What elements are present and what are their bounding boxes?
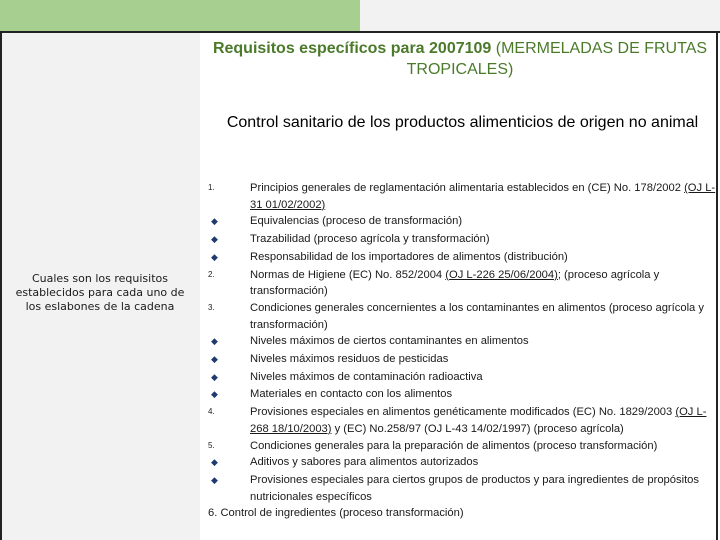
bullet-diamond-icon — [205, 454, 250, 472]
bullet-diamond-icon — [205, 231, 250, 249]
list-item — [205, 438, 717, 455]
list-item-text — [250, 386, 717, 404]
item-text-continued: y (EC) No.258/97 (OJ L-43 14/02/1997) (proceso agrícola) — [331, 422, 624, 435]
item-text: Equivalencias (proceso de transformación) — [250, 215, 463, 228]
list-item — [205, 267, 717, 300]
list-item-text — [250, 300, 717, 333]
item-text: Niveles máximos residuos de pesticidas — [250, 353, 449, 366]
list-number: 2. — [208, 269, 215, 279]
item-text: Principios generales de reglamentación alimentaria establecidos en (CE) No. 178/2002 — [250, 182, 685, 194]
journal-reference-link[interactable]: (OJ L-268 18/10/2003) — [250, 406, 707, 435]
sidebar-caption: Cuales son los requisitos establecidos para cada uno de los eslabones de la cadena — [15, 272, 185, 313]
slide-title — [205, 38, 715, 80]
list-item-text — [250, 267, 717, 300]
item-text: Trazabilidad (proceso agrícola y transformación) — [250, 233, 490, 246]
item-text: Normas de Higiene (EC) No. 852/2004 — [250, 268, 446, 281]
list-item-text — [250, 454, 717, 472]
list-item — [205, 454, 717, 472]
bullet-diamond-icon — [205, 333, 250, 351]
title-product: (MERMELADAS DE FRUTAS TROPICALES) — [406, 40, 708, 78]
list-item-text — [250, 438, 717, 455]
list-item-text — [250, 180, 717, 213]
list-item-text — [250, 472, 717, 505]
item-text: Aditivos y sabores para alimentos autorizados — [250, 456, 479, 469]
final-line: 6. Control de ingredientes (proceso transformación) — [208, 507, 464, 520]
list-item-text — [250, 231, 717, 249]
bullet-diamond-icon — [205, 386, 250, 404]
journal-reference-link[interactable]: (OJ L-226 25/06/2004); — [445, 268, 561, 281]
list-item — [205, 369, 717, 387]
list-number: 5. — [208, 440, 215, 450]
header-band-green — [0, 0, 360, 33]
bullet-diamond-icon — [205, 213, 250, 231]
title-code: Requisitos específicos para 2007109 — [212, 40, 492, 57]
item-text: Provisiones especiales en alimentos genéticamente modificados (EC) No. 1829/2003 — [250, 406, 676, 419]
list-item — [205, 213, 717, 231]
item-text: Responsabilidad de los importadores de alimentos (distribución) — [250, 250, 568, 263]
list-item — [205, 231, 717, 249]
list-item — [205, 472, 717, 505]
requirements-list — [205, 180, 717, 522]
item-text: Condiciones generales para la preparación de alimentos (proceso transformación) — [250, 439, 658, 452]
bullet-diamond-icon — [205, 369, 250, 387]
list-item-text — [250, 404, 717, 437]
list-item — [205, 404, 717, 437]
item-text: Materiales en contacto con los alimentos — [250, 388, 453, 401]
list-item — [205, 180, 717, 213]
requirements-items — [205, 180, 717, 505]
list-item-text — [250, 249, 717, 267]
journal-reference-link[interactable]: (OJ L-31 01/02/2002) — [250, 182, 716, 211]
bullet-diamond-icon — [205, 472, 250, 505]
list-item-text — [250, 369, 717, 387]
list-item-text — [250, 333, 717, 351]
header-band-gray — [360, 0, 720, 33]
list-number: 3. — [208, 302, 215, 312]
item-text: Provisiones especiales para ciertos grupos de productos y para ingredientes de propósitos nutricionales específicos — [250, 473, 700, 503]
list-item — [205, 351, 717, 369]
bullet-diamond-icon — [205, 351, 250, 369]
list-item-text — [250, 213, 717, 231]
list-number: 1. — [208, 183, 215, 192]
list-item — [205, 386, 717, 404]
item-text: Niveles máximos de ciertos contaminantes en alimentos — [250, 335, 529, 348]
list-item — [205, 249, 717, 267]
list-item — [205, 300, 717, 333]
item-text: Niveles máximos de contaminación radioactiva — [250, 370, 483, 383]
list-number: 4. — [208, 407, 215, 417]
item-text-continued: (proceso agrícola y transformación) — [250, 268, 660, 298]
item-text: Condiciones generales concernientes a los contaminantes en alimentos (proceso agrícola y transformación) — [250, 301, 704, 331]
list-item — [205, 333, 717, 351]
bullet-diamond-icon — [205, 249, 250, 267]
list-item-text — [250, 351, 717, 369]
slide-subtitle: Control sanitario de los productos alimenticios de origen no animal — [226, 114, 699, 131]
